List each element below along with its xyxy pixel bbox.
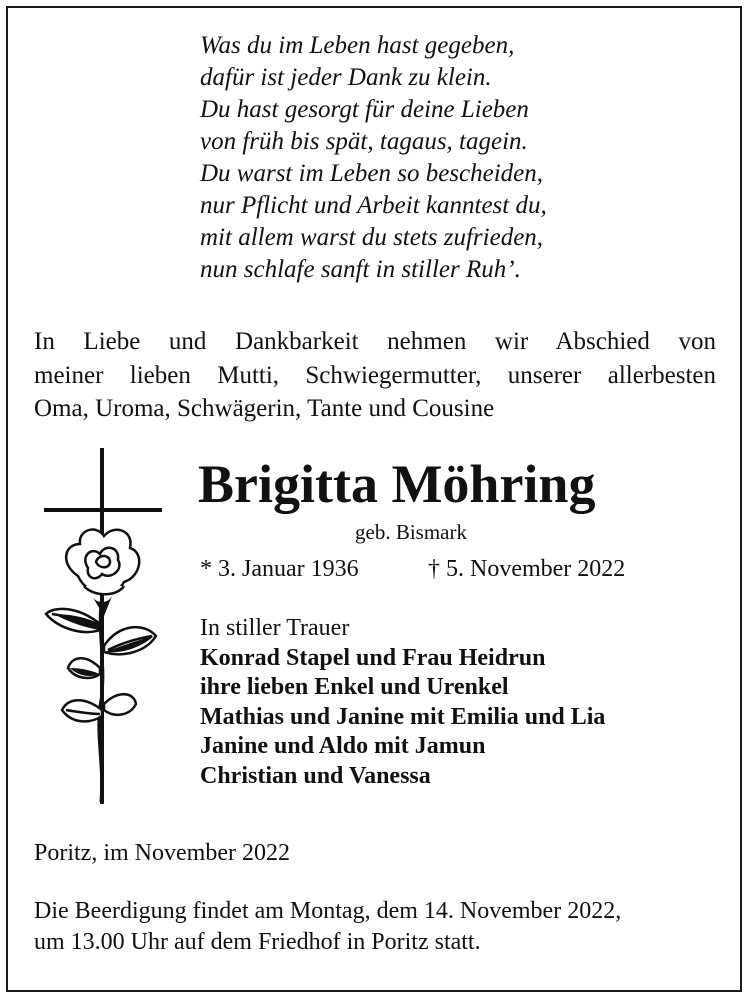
deceased-name: Brigitta Möhring xyxy=(198,454,596,514)
maiden-name: geb. Bismark xyxy=(355,520,467,544)
poem-line: Was du im Leben hast gegeben, xyxy=(200,32,515,59)
mourner-line: Konrad Stapel und Frau Heidrun xyxy=(200,644,546,671)
poem-line: mit allem warst du stets zufrieden, xyxy=(200,224,544,251)
mourner-line: Janine und Aldo mit Jamun xyxy=(200,733,486,759)
mourners-lead: In stiller Trauer xyxy=(200,615,350,641)
funeral-line: Die Beerdigung findet am Montag, dem 14. November 2022, xyxy=(34,898,622,924)
intro-line: In Liebe und Dankbarkeit nehmen wir Abschied von xyxy=(34,328,716,355)
poem-line: Du hast gesorgt für deine Lieben xyxy=(200,96,529,123)
poem-line: nun schlafe sanft in stiller Ruh’. xyxy=(200,256,521,283)
poem-line: Du warst im Leben so bescheiden, xyxy=(200,160,544,187)
mourner-line: Christian und Vanessa xyxy=(200,762,431,789)
birth-date: * 3. Januar 1936 xyxy=(200,556,359,582)
intro-paragraph xyxy=(34,325,716,426)
death-date: † 5. November 2022 xyxy=(428,556,626,582)
place-and-date: Poritz, im November 2022 xyxy=(34,840,290,866)
mourner-line: Mathias und Janine mit Emilia und Lia xyxy=(200,703,606,730)
cross-with-rose-icon xyxy=(38,446,168,808)
memorial-poem xyxy=(200,30,547,286)
intro-line: Oma, Uroma, Schwägerin, Tante und Cousine xyxy=(34,395,495,422)
mourner-line: ihre lieben Enkel und Urenkel xyxy=(200,674,509,700)
mourners-list xyxy=(200,614,605,791)
intro-line: meiner lieben Mutti, Schwiegermutter, unserer allerbesten xyxy=(34,361,716,389)
funeral-info xyxy=(34,896,724,958)
poem-line: dafür ist jeder Dank zu klein. xyxy=(200,64,492,91)
poem-line: von früh bis spät, tagaus, tagein. xyxy=(200,128,528,155)
funeral-line: um 13.00 Uhr auf dem Friedhof in Poritz statt. xyxy=(34,929,481,955)
poem-line: nur Pflicht und Arbeit kanntest du, xyxy=(200,192,547,219)
